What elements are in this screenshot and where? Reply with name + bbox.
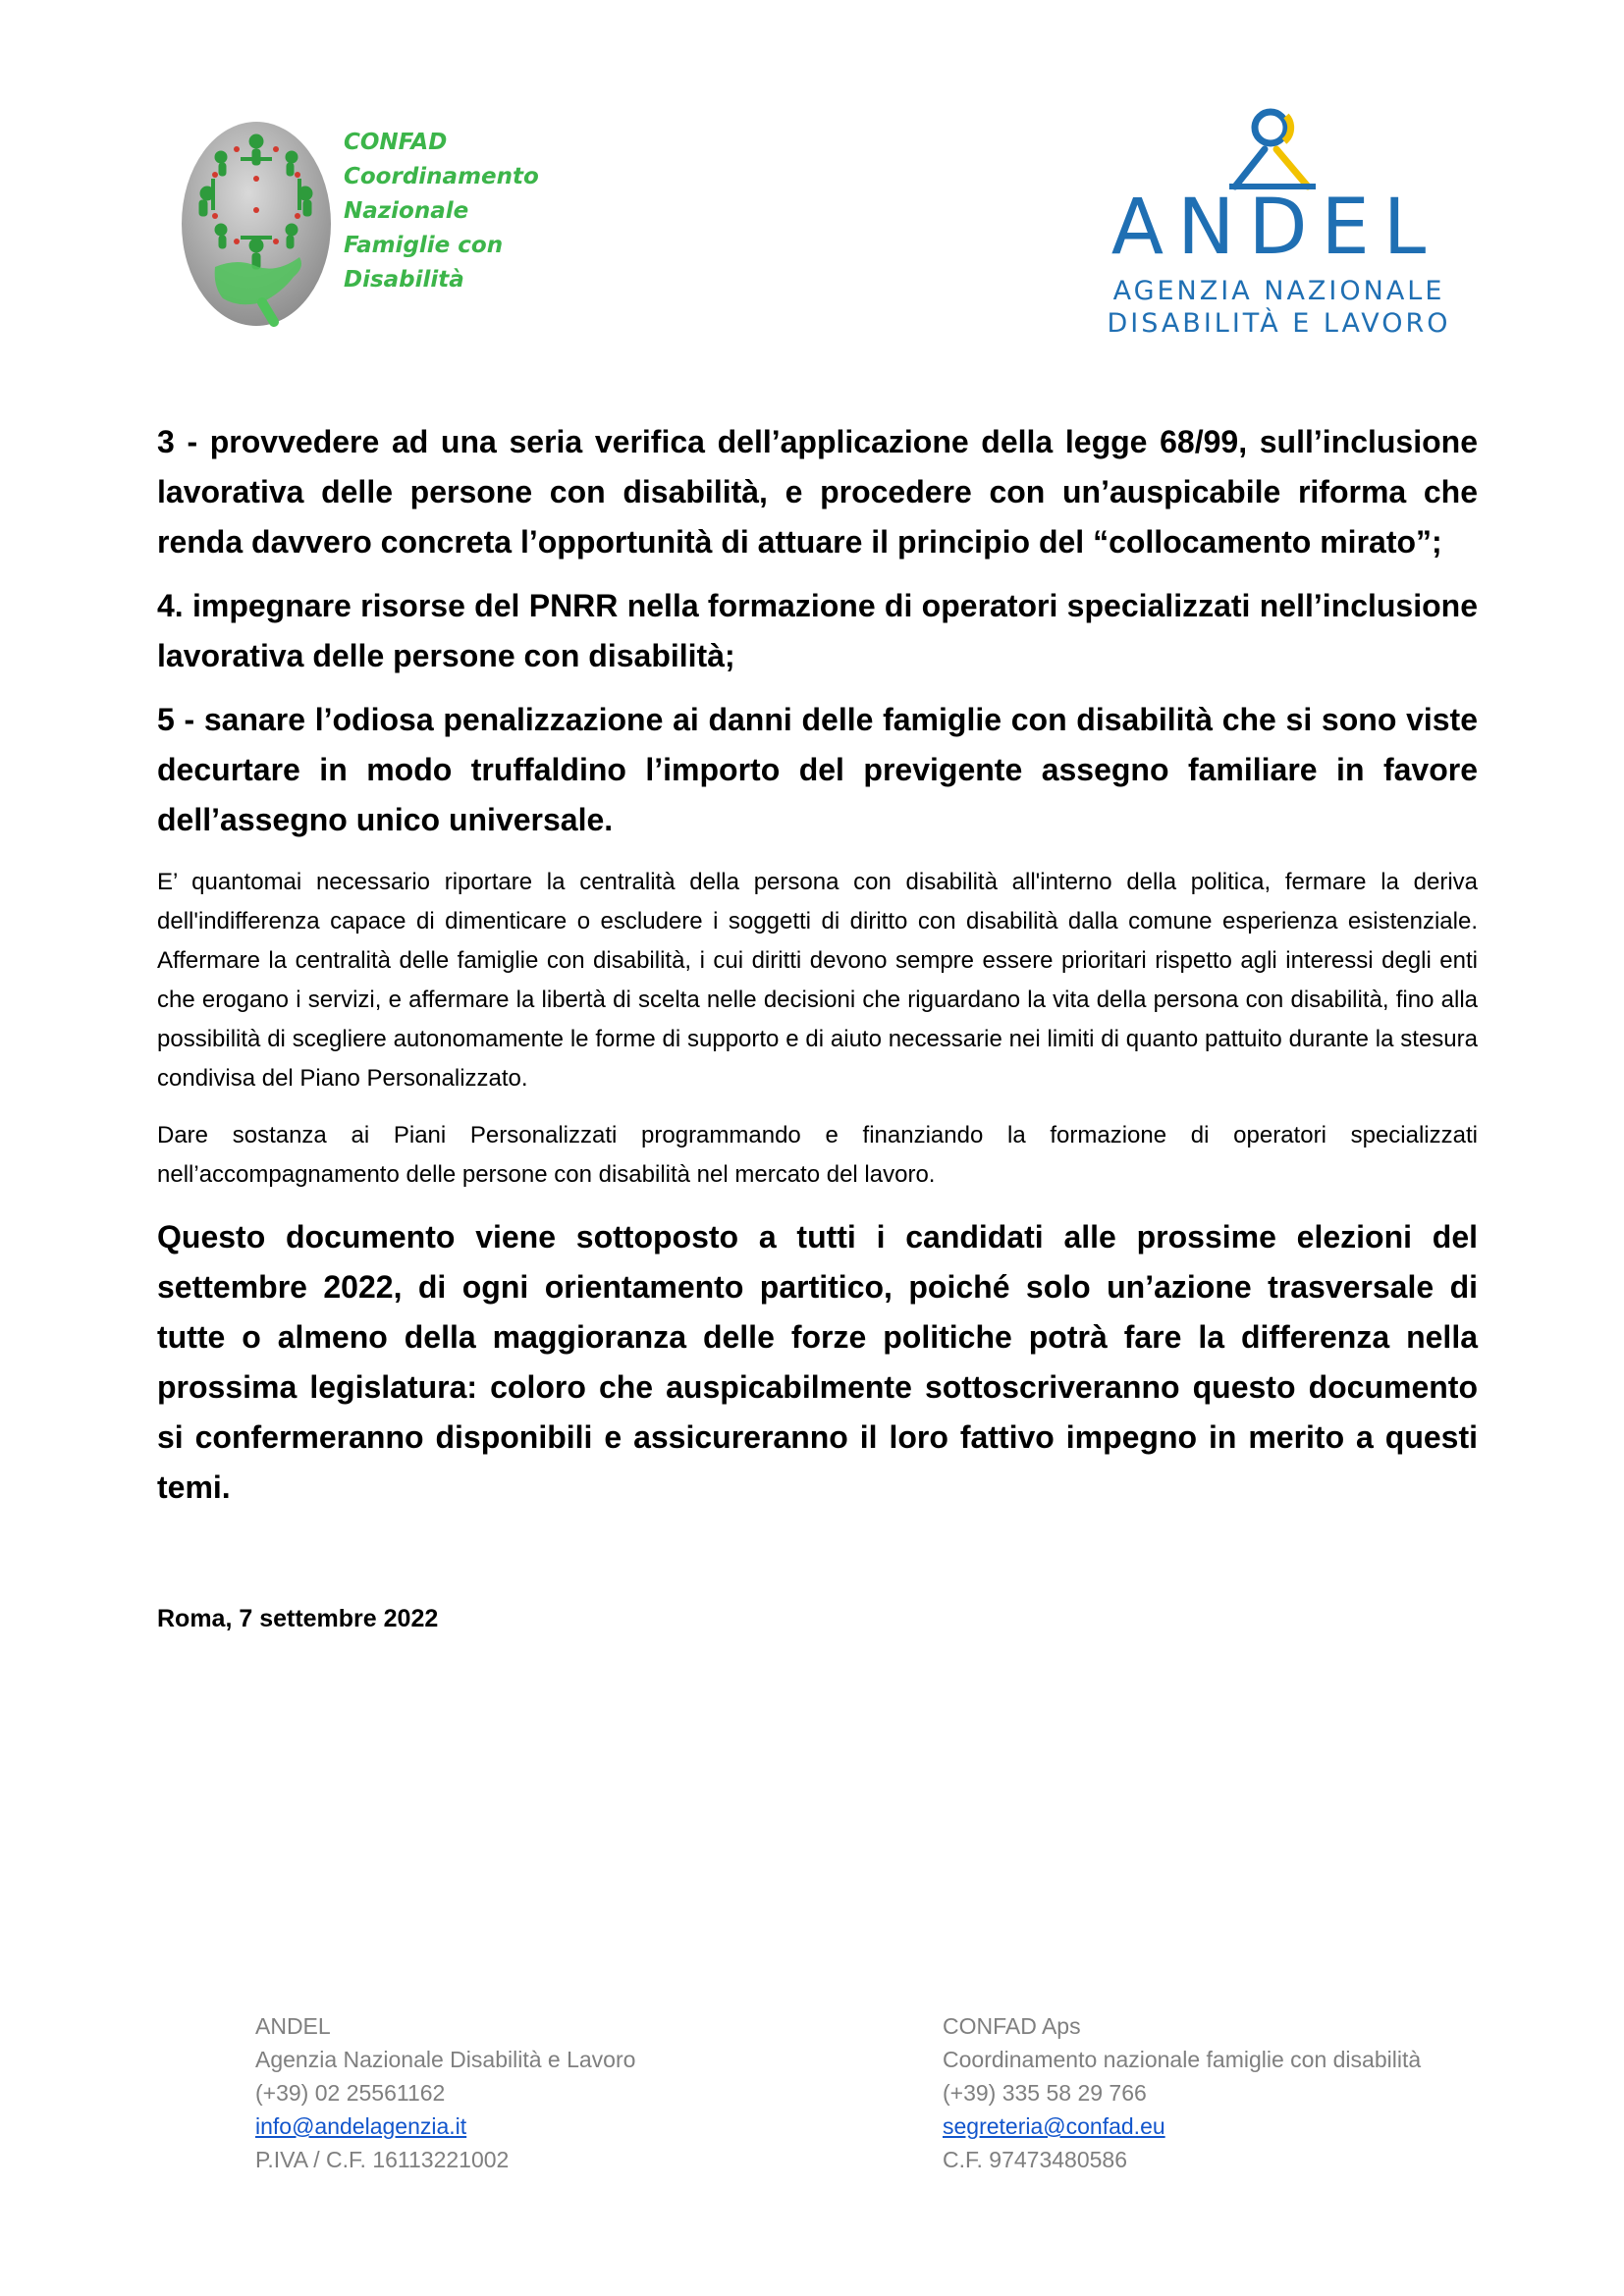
andel-wordmark (1074, 192, 1477, 261)
andel-sub-line: AGENZIA NAZIONALE (1112, 276, 1445, 306)
footer-andel (255, 2009, 635, 2176)
footer-org-name: CONFAD Aps (943, 2013, 1081, 2039)
andel-person-icon (1225, 102, 1320, 192)
letter-body (157, 417, 1478, 1636)
footer-phone: (+39) 02 25561162 (255, 2080, 446, 2106)
confad-line: Coordinamento (344, 164, 539, 189)
andel-sub-line: DISABILITÀ E LAVORO (1107, 308, 1451, 339)
confad-logo (180, 120, 333, 328)
point-5: 5 - sanare l’odiosa penalizzazione ai danni delle famiglie con disabilità che si sono viste decurtare in modo truffaldino l’importo del previgente assegno familiare in favore dell’assegno unico universale. (157, 702, 1478, 837)
confad-line: Nazionale (344, 198, 469, 224)
footer-org-name: ANDEL (255, 2013, 331, 2039)
footer-confad (943, 2009, 1421, 2176)
footer-email-link[interactable]: info@andelagenzia.it (255, 2113, 467, 2139)
paragraph-centralita: E’ quantomai necessario riportare la centralità della persona con disabilità all'interno della politica, fermare la deriva dell'indifferenza capace di dimenticare o escludere i soggetti di diritto con disabilità dalla comune esperienza esistenziale. Affermare la centralità delle famiglie con disabilità, i cui diritti devono sempre essere prioritari rispetto agli interessi degli enti che erogano i servizi, e affermare la libertà di scelta nelle decisioni che riguardano la vita della persona con disabilità, fino alla possibilità di scegliere autonomamente le forme di supporto e di aiuto necessarie nei limiti di quanto pattuito durante la stesura condivisa del Piano Personalizzato. (157, 869, 1478, 1092)
confad-line: Disabilità (344, 267, 464, 293)
place-date: Roma, 7 settembre 2022 (157, 1605, 439, 1632)
point-4: 4. impegnare risorse del PNRR nella formazione di operatori specializzati nell’inclusione lavorativa delle persone con disabilità; (157, 588, 1478, 673)
paragraph-piani: Dare sostanza ai Piani Personalizzati programmando e finanziando la formazione di operatori specializzati nell’accompagnamento delle persone con disabilità nel mercato del lavoro. (157, 1122, 1478, 1188)
closing-statement: Questo documento viene sottoposto a tutti i candidati alle prossime elezioni del settembre 2022, di ogni orientamento partitico, poiché solo un’azione trasversale di tutte o almeno della maggioranza delle forze politiche potrà fare la differenza nella prossima legislatura: coloro che auspicabilmente sottoscriveranno questo documento si confermeranno disponibili e assicureranno il loro fattivo impegno in merito a questi temi. (157, 1219, 1478, 1505)
andel-wordmark-text: ANDEL (1110, 192, 1440, 261)
andel-subtitle (1080, 275, 1478, 340)
footer-phone: (+39) 335 58 29 766 (943, 2080, 1147, 2106)
footer-email-link[interactable]: segreteria@confad.eu (943, 2113, 1165, 2139)
footer-fiscal: P.IVA / C.F. 16113221002 (255, 2147, 510, 2172)
confad-line: CONFAD (344, 130, 448, 155)
point-3: 3 - provvedere ad una seria verifica dell’applicazione della legge 68/99, sull’inclusione lavorativa delle persone con disabilità, e procedere con un’auspicabile riforma che renda davvero concreta l’opportunità di attuare il principio del “collocamento mirato”; (157, 424, 1478, 560)
confad-wordmark (344, 126, 539, 297)
confad-line: Famiglie con (344, 233, 504, 258)
footer-org-desc: Coordinamento nazionale famiglie con disabilità (943, 2047, 1422, 2072)
footer-org-desc: Agenzia Nazionale Disabilità e Lavoro (255, 2047, 636, 2072)
letterhead (0, 0, 1624, 363)
footer-fiscal: C.F. 97473480586 (943, 2147, 1127, 2172)
